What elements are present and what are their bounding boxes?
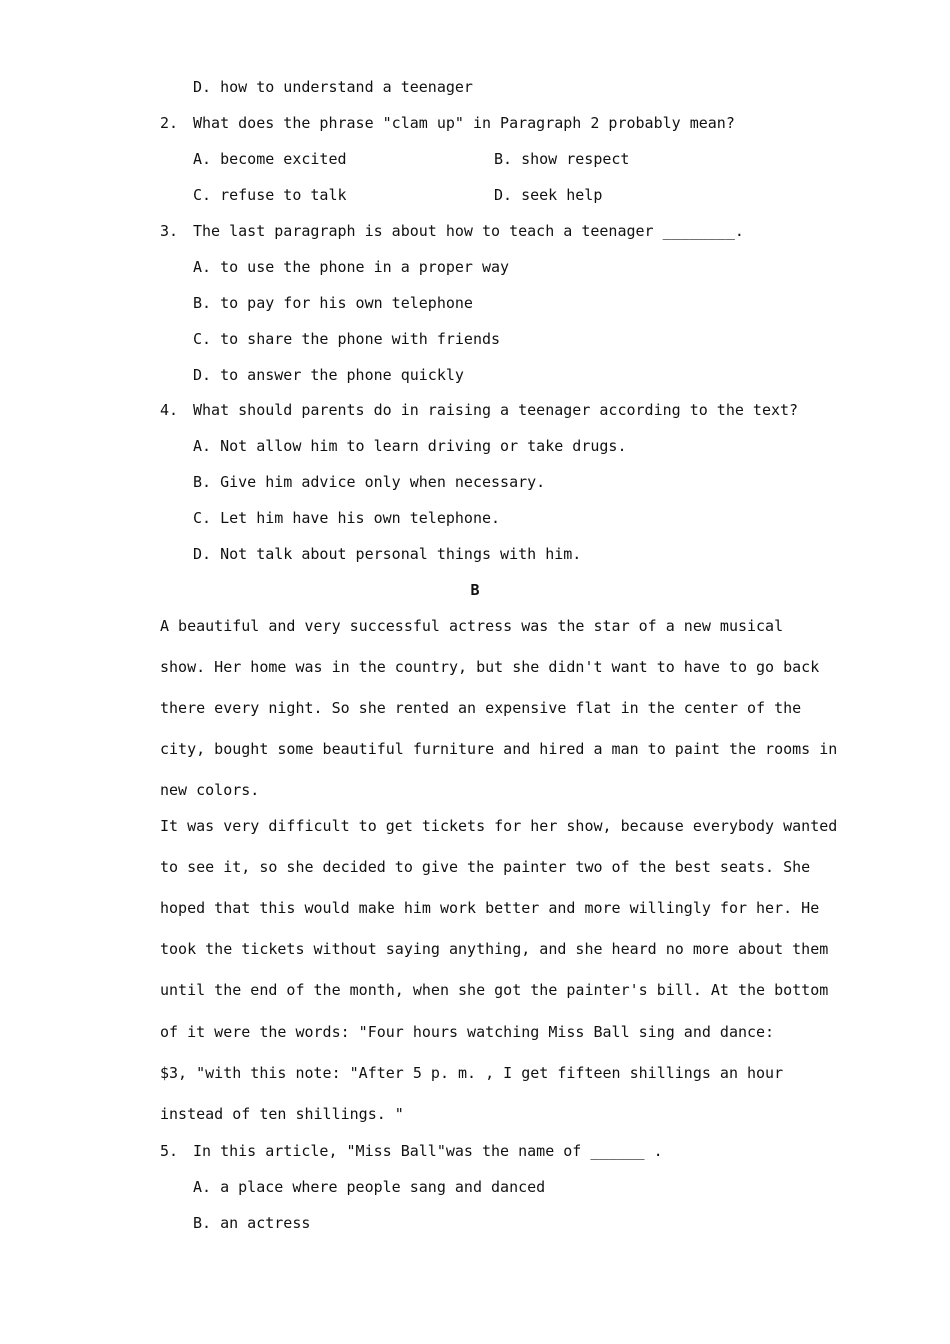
q3-question: The last paragraph is about how to teach a teenager ________.	[193, 222, 744, 240]
q2-option-d: D. seek help	[494, 186, 603, 204]
q4-number: 4.	[160, 401, 179, 419]
q3-option-c: C. to share the phone with friends	[193, 330, 501, 348]
q3-number: 3.	[160, 222, 179, 240]
passage-line: $3, "with this note: "After 5 p. m. , I get fifteen shillings an hour	[160, 1064, 784, 1082]
q4-option-b: B. Give him advice only when necessary.	[193, 473, 546, 491]
q2-option-b: B. show respect	[494, 150, 630, 168]
section-b-heading: B	[470, 581, 480, 599]
passage-line: of it were the words: "Four hours watching Miss Ball sing and dance:	[160, 1023, 775, 1041]
q3-option-b: B. to pay for his own telephone	[193, 294, 473, 312]
passage-line: there every night. So she rented an expensive flat in the center of the	[160, 699, 802, 717]
q2-option-c: C. refuse to talk	[193, 186, 347, 204]
q4-option-d: D. Not talk about personal things with him.	[193, 545, 582, 563]
passage-line: until the end of the month, when she got the painter's bill. At the bottom	[160, 981, 829, 999]
q2-option-a: A. become excited	[193, 150, 347, 168]
q2-number: 2.	[160, 114, 179, 132]
q5-number: 5.	[160, 1142, 179, 1160]
q4-option-a: A. Not allow him to learn driving or take drugs.	[193, 437, 627, 455]
passage-line: took the tickets without saying anything, and she heard no more about them	[160, 940, 829, 958]
q2-question: What does the phrase "clam up" in Paragraph 2 probably mean?	[193, 114, 735, 132]
q5-option-b: B. an actress	[193, 1214, 311, 1232]
passage-line: hoped that this would make him work better and more willingly for her. He	[160, 899, 820, 917]
passage-line: instead of ten shillings. "	[160, 1105, 404, 1123]
passage-line: to see it, so she decided to give the painter two of the best seats. She	[160, 858, 811, 876]
q5-option-a: A. a place where people sang and danced	[193, 1178, 546, 1196]
passage-line: new colors.	[160, 781, 260, 799]
q1-option-d: D. how to understand a teenager	[193, 78, 473, 96]
q3-option-a: A. to use the phone in a proper way	[193, 258, 510, 276]
passage-line: It was very difficult to get tickets for her show, because everybody wanted	[160, 817, 838, 835]
q4-question: What should parents do in raising a teenager according to the text?	[193, 401, 799, 419]
passage-line: show. Her home was in the country, but she didn't want to have to go back	[160, 658, 820, 676]
q3-option-d: D. to answer the phone quickly	[193, 366, 464, 384]
q4-option-c: C. Let him have his own telephone.	[193, 509, 501, 527]
passage-line: A beautiful and very successful actress was the star of a new musical	[160, 617, 784, 635]
q5-question: In this article, "Miss Ball"was the name of ______ .	[193, 1142, 663, 1160]
passage-line: city, bought some beautiful furniture and hired a man to paint the rooms in	[160, 740, 838, 758]
